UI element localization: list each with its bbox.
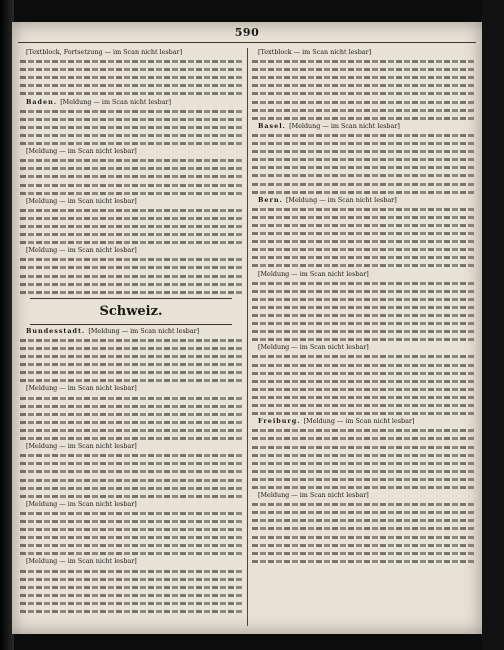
- illegible-text-line: [20, 123, 242, 131]
- illegible-text-line: [20, 591, 242, 599]
- article-paragraph: [20, 147, 242, 155]
- illegible-text-line: [20, 484, 242, 492]
- illegible-text-line: [252, 401, 474, 409]
- left-column: [20, 48, 242, 628]
- illegible-text-line: [20, 509, 242, 517]
- illegible-text-line: [20, 222, 242, 230]
- right-column: [252, 48, 474, 628]
- illegible-text-line: [20, 107, 242, 115]
- illegible-text-line: [252, 253, 474, 261]
- illegible-text-line: [252, 369, 474, 377]
- article-dateline: Freiburg.: [258, 417, 304, 426]
- article-text: [Meldung — im Scan nicht lesbar]: [26, 196, 137, 205]
- article-text: [Meldung — im Scan nicht lesbar]: [258, 269, 369, 278]
- illegible-text-line: [20, 65, 242, 73]
- illegible-text-line: [252, 475, 474, 483]
- illegible-text-line: [20, 517, 242, 525]
- illegible-text-line: [20, 451, 242, 459]
- illegible-text-line: [20, 336, 242, 344]
- illegible-text-line: [252, 426, 474, 434]
- illegible-text-line: [252, 171, 474, 179]
- illegible-text-line: [20, 181, 242, 189]
- illegible-text-line: [20, 156, 242, 164]
- illegible-text-line: [20, 352, 242, 360]
- facing-page-edge: [482, 0, 504, 650]
- illegible-text-line: [252, 245, 474, 253]
- illegible-text-line: [252, 327, 474, 335]
- article-paragraph: [252, 122, 474, 130]
- illegible-text-line: [20, 172, 242, 180]
- illegible-text-line: [20, 288, 242, 296]
- illegible-text-line: [252, 500, 474, 508]
- illegible-text-line: [252, 524, 474, 532]
- illegible-text-line: [252, 155, 474, 163]
- illegible-text-line: [252, 114, 474, 122]
- article-dateline: Bundesstadt.: [26, 326, 89, 335]
- illegible-text-line: [20, 599, 242, 607]
- illegible-text-line: [20, 189, 242, 197]
- illegible-text-line: [20, 583, 242, 591]
- article-paragraph: [20, 48, 242, 56]
- illegible-text-line: [20, 263, 242, 271]
- illegible-text-line: [20, 541, 242, 549]
- illegible-text-line: [252, 385, 474, 393]
- illegible-text-line: [20, 476, 242, 484]
- illegible-text-line: [252, 229, 474, 237]
- illegible-text-line: [252, 213, 474, 221]
- illegible-text-line: [20, 164, 242, 172]
- article-paragraph: [252, 196, 474, 204]
- article-paragraph: [20, 327, 242, 335]
- illegible-text-line: [252, 335, 474, 343]
- illegible-text-line: [252, 459, 474, 467]
- illegible-text-line: [252, 303, 474, 311]
- illegible-text-line: [20, 567, 242, 575]
- illegible-text-line: [20, 214, 242, 222]
- illegible-text-line: [20, 73, 242, 81]
- illegible-text-line: [252, 549, 474, 557]
- article-paragraph: [252, 48, 474, 56]
- illegible-text-line: [252, 261, 474, 269]
- illegible-text-line: [252, 467, 474, 475]
- article-paragraph: [20, 442, 242, 450]
- article-dateline: Basel.: [258, 121, 290, 130]
- illegible-text-line: [20, 459, 242, 467]
- illegible-text-line: [20, 410, 242, 418]
- illegible-text-line: [20, 525, 242, 533]
- illegible-text-line: [252, 131, 474, 139]
- article-text: [Textblock — im Scan nicht lesbar]: [258, 48, 372, 56]
- article-text: [Meldung — im Scan nicht lesbar]: [289, 121, 400, 130]
- article-paragraph: [252, 270, 474, 278]
- illegible-text-line: [252, 98, 474, 106]
- illegible-text-line: [252, 409, 474, 417]
- illegible-text-line: [252, 89, 474, 97]
- illegible-text-line: [20, 434, 242, 442]
- article-paragraph: [252, 417, 474, 425]
- article-text: [Textblock, Fortsetzung — im Scan nicht lesbar]: [26, 48, 183, 56]
- illegible-text-line: [20, 206, 242, 214]
- section-rule: [30, 324, 232, 325]
- illegible-text-line: [20, 344, 242, 352]
- illegible-text-line: [20, 230, 242, 238]
- illegible-text-line: [20, 368, 242, 376]
- illegible-text-line: [20, 89, 242, 97]
- illegible-text-line: [252, 188, 474, 196]
- illegible-text-line: [252, 73, 474, 81]
- illegible-text-line: [252, 434, 474, 442]
- article-paragraph: [252, 343, 474, 351]
- section-heading: Schweiz.: [99, 303, 163, 319]
- illegible-text-line: [20, 255, 242, 263]
- illegible-text-line: [20, 467, 242, 475]
- illegible-text-line: [20, 575, 242, 583]
- illegible-text-line: [20, 131, 242, 139]
- illegible-text-line: [20, 81, 242, 89]
- illegible-text-line: [252, 483, 474, 491]
- illegible-text-line: [252, 319, 474, 327]
- illegible-text-line: [252, 352, 474, 360]
- article-text: [Meldung — im Scan nicht lesbar]: [60, 97, 171, 106]
- illegible-text-line: [252, 451, 474, 459]
- illegible-text-line: [252, 106, 474, 114]
- article-dateline: Baden.: [26, 97, 61, 106]
- article-text: [Meldung — im Scan nicht lesbar]: [258, 491, 369, 500]
- illegible-text-line: [20, 492, 242, 500]
- article-paragraph: [20, 98, 242, 106]
- article-paragraph: [20, 500, 242, 508]
- illegible-text-line: [252, 65, 474, 73]
- illegible-text-line: [20, 115, 242, 123]
- header-rule: [18, 42, 476, 43]
- article-paragraph: [20, 246, 242, 254]
- illegible-text-line: [252, 295, 474, 303]
- illegible-text-line: [252, 205, 474, 213]
- article-text: [Meldung — im Scan nicht lesbar]: [26, 557, 137, 566]
- illegible-text-line: [252, 443, 474, 451]
- illegible-text-line: [20, 238, 242, 246]
- illegible-text-line: [20, 418, 242, 426]
- illegible-text-line: [252, 311, 474, 319]
- illegible-text-line: [252, 237, 474, 245]
- illegible-text-line: [20, 280, 242, 288]
- illegible-text-line: [252, 180, 474, 188]
- illegible-text-line: [20, 402, 242, 410]
- illegible-text-line: [252, 533, 474, 541]
- illegible-text-line: [252, 57, 474, 65]
- article-text: [Meldung — im Scan nicht lesbar]: [26, 147, 137, 156]
- illegible-text-line: [252, 221, 474, 229]
- illegible-text-line: [252, 163, 474, 171]
- article-text: [Meldung — im Scan nicht lesbar]: [303, 417, 415, 426]
- illegible-text-line: [252, 557, 474, 565]
- illegible-text-line: [20, 139, 242, 147]
- article-text: [Meldung — im Scan nicht lesbar]: [285, 195, 397, 204]
- illegible-text-line: [20, 57, 242, 65]
- newspaper-page: [12, 22, 482, 634]
- illegible-text-line: [252, 508, 474, 516]
- illegible-text-line: [20, 533, 242, 541]
- section-rule: [30, 298, 232, 299]
- article-text: [Meldung — im Scan nicht lesbar]: [26, 246, 137, 255]
- article-text: [Meldung — im Scan nicht lesbar]: [26, 384, 137, 393]
- article-dateline: Bern.: [258, 195, 286, 204]
- illegible-text-line: [252, 287, 474, 295]
- article-text: [Meldung — im Scan nicht lesbar]: [258, 343, 369, 352]
- illegible-text-line: [252, 541, 474, 549]
- illegible-text-line: [20, 360, 242, 368]
- article-paragraph: [20, 197, 242, 205]
- page-number: 590: [234, 26, 260, 39]
- illegible-text-line: [20, 607, 242, 615]
- illegible-text-line: [252, 361, 474, 369]
- illegible-text-line: [20, 272, 242, 280]
- article-text: [Meldung — im Scan nicht lesbar]: [26, 499, 137, 508]
- illegible-text-line: [20, 376, 242, 384]
- article-text: [Meldung — im Scan nicht lesbar]: [88, 326, 200, 335]
- illegible-text-line: [20, 426, 242, 434]
- illegible-text-line: [252, 393, 474, 401]
- illegible-text-line: [252, 147, 474, 155]
- article-paragraph: [20, 557, 242, 565]
- illegible-text-line: [252, 139, 474, 147]
- illegible-text-line: [252, 81, 474, 89]
- illegible-text-line: [252, 377, 474, 385]
- illegible-text-line: [20, 394, 242, 402]
- article-paragraph: [252, 491, 474, 499]
- article-paragraph: [20, 384, 242, 392]
- article-text: [Meldung — im Scan nicht lesbar]: [26, 442, 137, 451]
- illegible-text-line: [20, 549, 242, 557]
- illegible-text-line: [252, 279, 474, 287]
- column-divider: [247, 48, 248, 626]
- illegible-text-line: [252, 516, 474, 524]
